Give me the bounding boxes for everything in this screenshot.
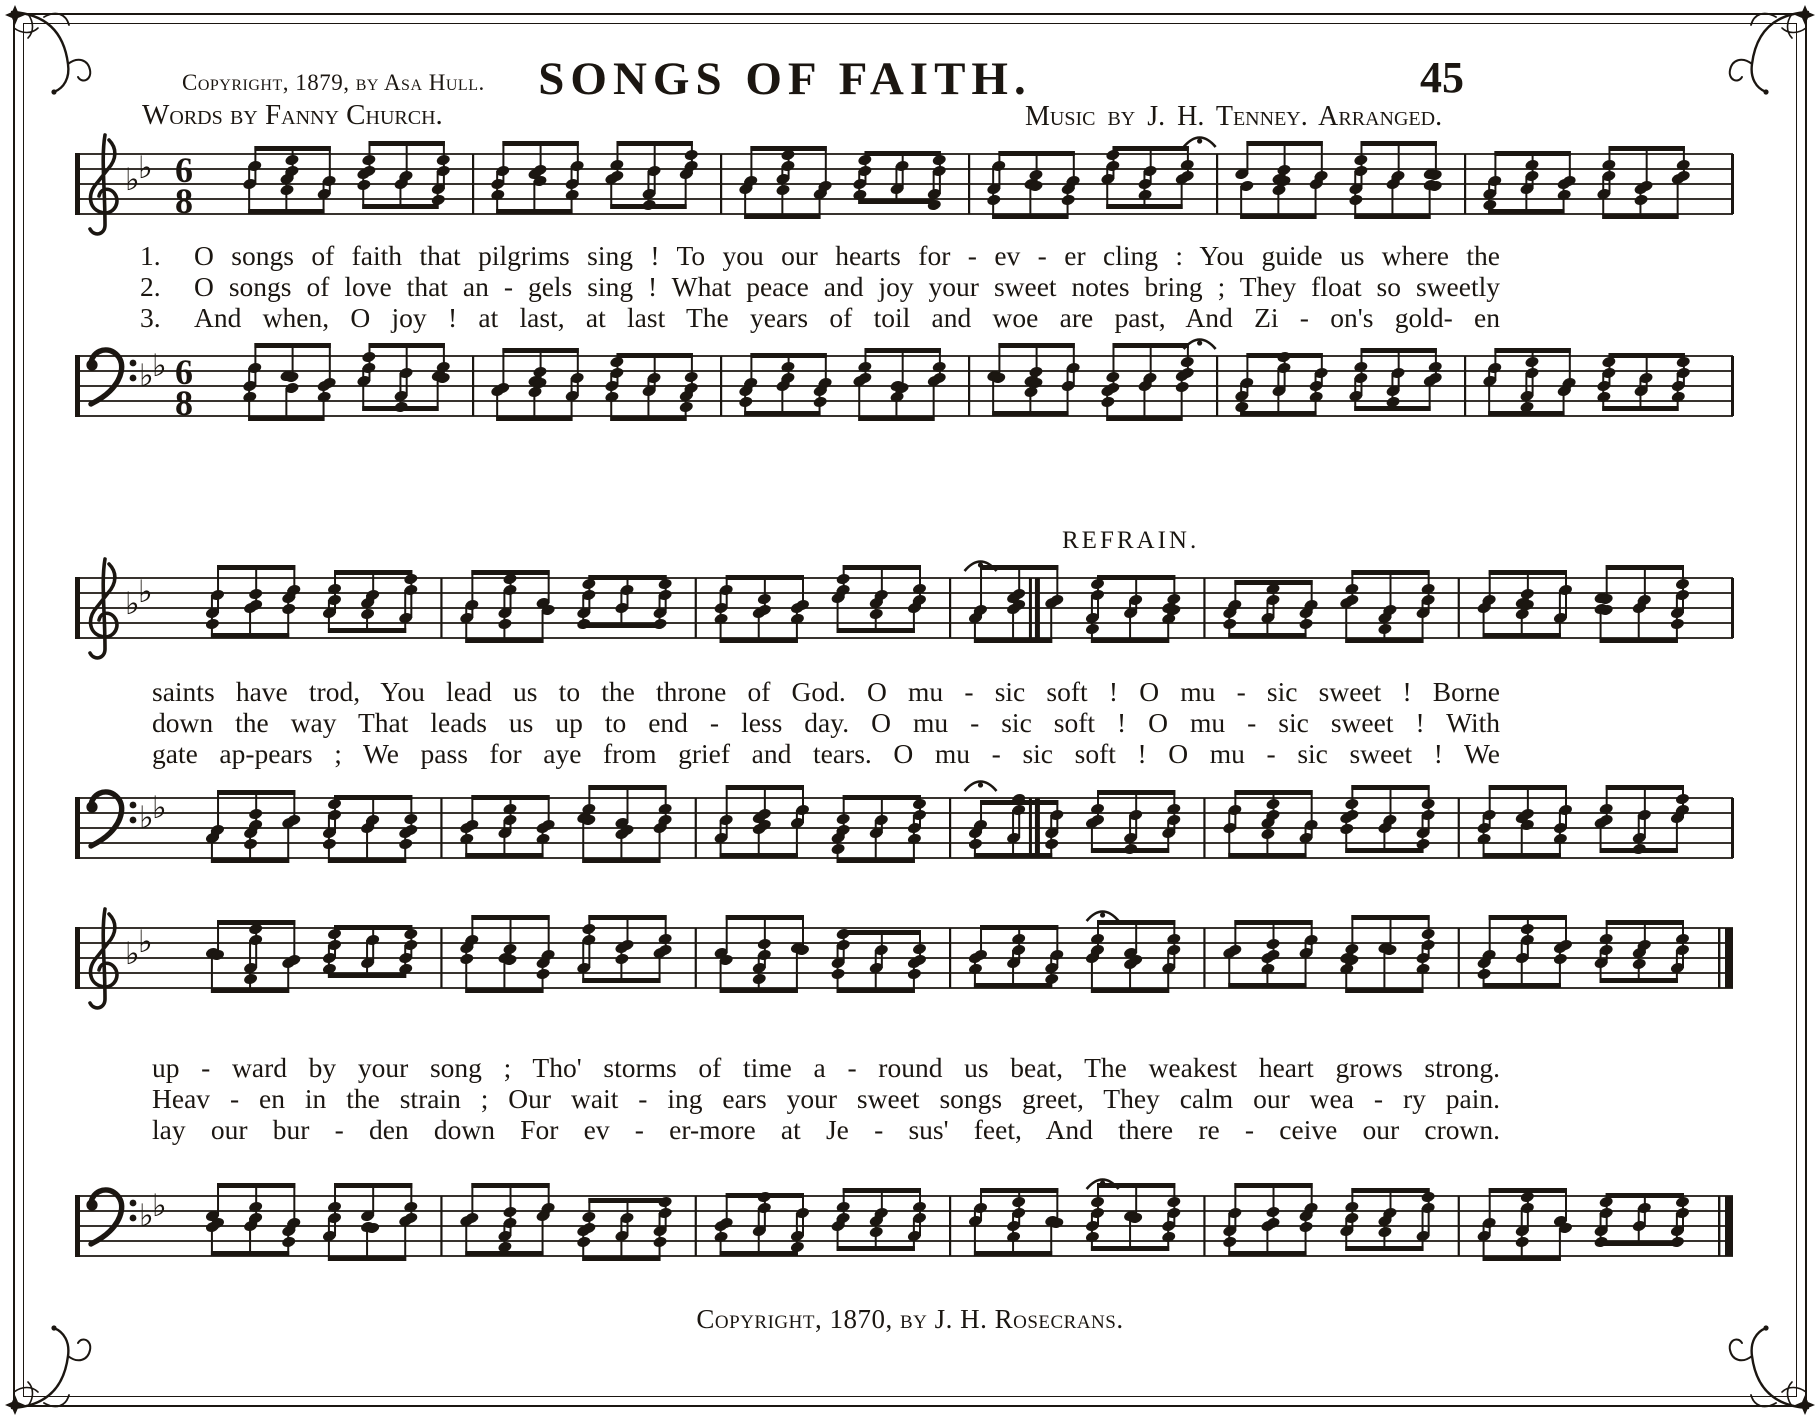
refrain-text-line-1: saints have trod, You lead us to the throne of God. O mu - sic soft ! O mu - sic sweet ! Borne <box>152 676 1500 707</box>
verse-text: O songs of faith that pilgrims sing ! To you our hearts for - ev - er cling : You guide us where the <box>194 240 1500 271</box>
system-3-treble-staff <box>75 902 1735 1022</box>
verse-text: And when, O joy ! at last, at last The years of toil and woe are past, And Zi - on's gold- en <box>194 302 1500 333</box>
verse-line-3 <box>140 302 1500 333</box>
svg-text:♭: ♭ <box>138 150 153 186</box>
bottom-copyright-notice: Copyright, 1870, by J. H. Rosecrans. <box>696 1304 1124 1334</box>
svg-text:♭: ♭ <box>138 574 153 610</box>
final-text-line-1: up - ward by your song ; Tho' storms of time a - round us beat, The weakest heart grows strong. <box>152 1052 1500 1083</box>
refrain-text-line-2: down the way That leads us up to end - less day. O mu - sic soft ! O mu - sic sweet ! With <box>152 707 1500 738</box>
svg-text:♭: ♭ <box>125 586 140 622</box>
svg-text:♭: ♭ <box>152 348 167 384</box>
svg-text:♭: ♭ <box>138 924 153 960</box>
music-credit: Music by J. H. Tenney. Arranged. <box>1025 101 1443 132</box>
final-text-line-2: Heav - en in the strain ; Our wait - ing ears your sweet songs greet, They calm our wea - ry pain. <box>152 1083 1500 1114</box>
verse-number: 2. <box>140 271 161 302</box>
verse-line-2 <box>140 271 1500 302</box>
corner-flourish-icon <box>1724 4 1816 96</box>
system-2-treble-staff <box>75 552 1735 672</box>
svg-text:♭: ♭ <box>139 1198 154 1234</box>
corner-flourish-icon <box>1724 1324 1816 1416</box>
page-title: SONGS OF FAITH. <box>538 53 1032 105</box>
verse-number: 1. <box>140 240 161 271</box>
svg-text:♭: ♭ <box>139 800 154 836</box>
verse-text: O songs of love that an - gels sing ! What peace and joy your sweet notes bring ; They float so sweetly <box>194 271 1500 302</box>
svg-text:6: 6 <box>175 150 193 190</box>
page-number: 45 <box>1420 53 1464 102</box>
svg-text:♭: ♭ <box>152 1188 167 1224</box>
system-3-bass-staff <box>75 1170 1735 1290</box>
corner-flourish-icon <box>4 1324 96 1416</box>
svg-text:♭: ♭ <box>125 936 140 972</box>
verse-lyrics-block <box>140 240 1500 333</box>
svg-text:6: 6 <box>175 352 193 392</box>
svg-text:♭: ♭ <box>139 358 154 394</box>
svg-text:8: 8 <box>175 383 193 423</box>
system-2-bass-staff <box>75 772 1735 892</box>
words-credit: Words by Fanny Church. <box>142 99 443 131</box>
refrain-label: REFRAIN. <box>1062 527 1200 554</box>
system-1-treble-staff <box>75 128 1735 248</box>
verse-line-1 <box>140 240 1500 271</box>
refrain-lyrics-block <box>152 676 1500 769</box>
refrain-text-line-3: gate ap-pears ; We pass for aye from grief and tears. O mu - sic soft ! O mu - sic sweet ! We <box>152 738 1500 769</box>
system-1-bass-staff <box>75 330 1735 450</box>
final-text-line-3: lay our bur - den down For ev - er-more at Je - sus' feet, And there re - ceive our crown. <box>152 1114 1500 1145</box>
verse-number: 3. <box>140 302 161 333</box>
final-lyrics-block <box>152 1052 1500 1145</box>
corner-flourish-icon <box>4 4 96 96</box>
top-copyright-notice: Copyright, 1879, by Asa Hull. <box>182 70 485 95</box>
svg-text:8: 8 <box>175 181 193 221</box>
svg-text:♭: ♭ <box>152 790 167 826</box>
svg-text:♭: ♭ <box>125 162 140 198</box>
